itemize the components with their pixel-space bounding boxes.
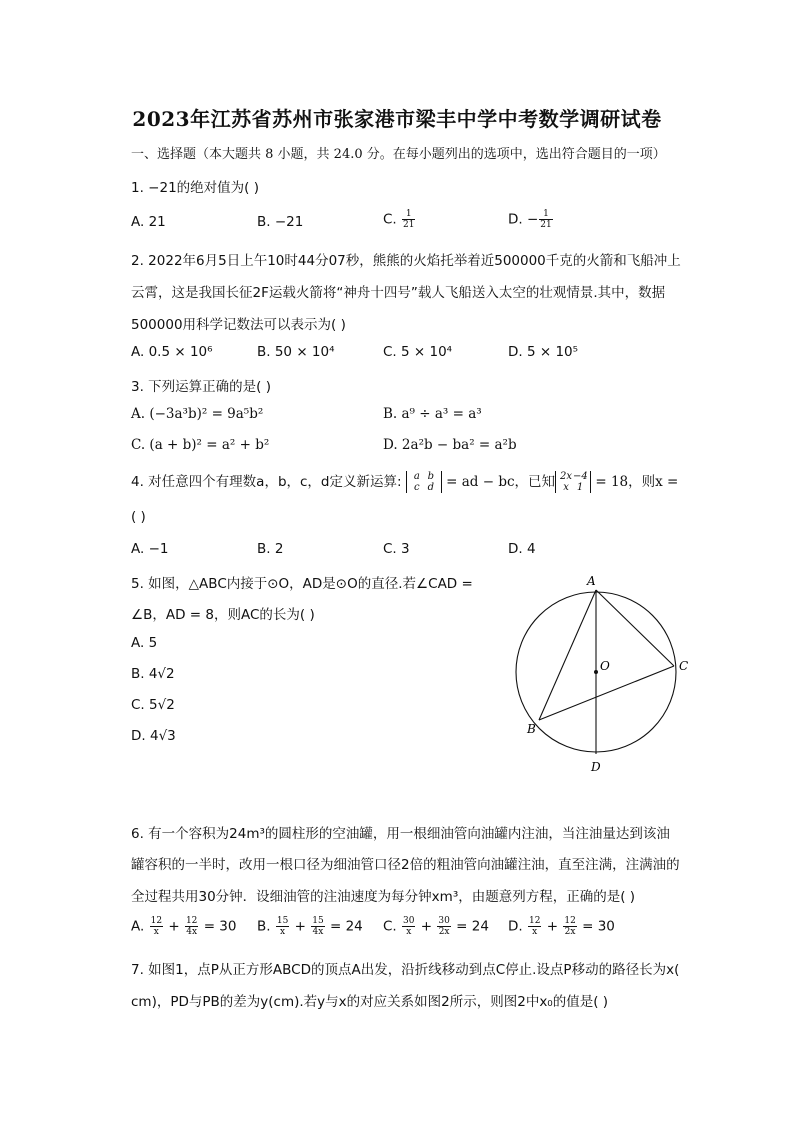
q4-determinant-definition: a b c d bbox=[406, 471, 442, 493]
q5-option-d: D. 4√3 bbox=[131, 728, 176, 744]
q1-option-b: B. −21 bbox=[257, 214, 304, 230]
question-5-line-1: 5. 如图，△ABC内接于⊙O，AD是⊙O的直径.若∠CAD = bbox=[131, 576, 473, 592]
center-point bbox=[594, 670, 598, 674]
page-title: 2023年江苏省苏州市张家港市梁丰中学中考数学调研试卷 bbox=[132, 107, 662, 131]
q4-option-a: A. −1 bbox=[131, 541, 169, 557]
section-heading: 一、选择题（本大题共 8 小题，共 24.0 分。在每小题列出的选项中，选出符合题目的一项） bbox=[131, 147, 666, 162]
label-d: D bbox=[591, 760, 601, 774]
q6-option-b: B. $\frac{15}{x}$ + $\frac{15}{4x}$ = 24 bbox=[257, 916, 363, 937]
q2-option-d: D. 5 × 10⁵ bbox=[508, 344, 579, 360]
question-6-line-1: 6. 有一个容积为24m³的圆柱形的空油罐，用一根细油管向油罐内注油，当注油量达到该油 bbox=[131, 826, 670, 842]
q5-option-a: A. 5 bbox=[131, 635, 158, 651]
q4-stem-part-2: = ad − bc，已知 bbox=[441, 474, 556, 490]
question-7-line-1: 7. 如图1，点P从正方形ABCD的顶点A出发，沿折线移动到点C停止.设点P移动的路径长为x( bbox=[131, 962, 680, 978]
q1-option-c-fraction: $\frac{1}{21}$ bbox=[403, 209, 415, 230]
q6-option-c: C. $\frac{30}{x}$ + $\frac{30}{2x}$ = 24 bbox=[383, 916, 489, 937]
q6-option-a: A. $\frac{12}{x}$ + $\frac{12}{4x}$ = 30 bbox=[131, 916, 237, 937]
q4-option-c: C. 3 bbox=[383, 541, 410, 557]
question-6-line-2: 罐容积的一半时，改用一根口径为细油管口径2倍的粗油管向油罐注油，直至注满，注满油的 bbox=[131, 857, 680, 873]
q1-option-c-prefix: C. bbox=[383, 211, 402, 228]
q3-option-c: C. (a + b)² = a² + b² bbox=[131, 437, 270, 453]
q2-option-b: B. 50 × 10⁴ bbox=[257, 344, 335, 360]
q5-option-b: B. 4√2 bbox=[131, 666, 175, 682]
question-6-line-3: 全过程共用30分钟．设细油管的注油速度为每分钟xm³，由题意列方程，正确的是( ) bbox=[131, 889, 636, 905]
question-7-line-2: cm)，PD与PB的差为y(cm).若y与x的对应关系如图2所示，则图2中x₀的值是( ) bbox=[131, 994, 609, 1010]
circle-triangle-figure bbox=[505, 574, 695, 774]
q6-option-d: D. $\frac{12}{x}$ + $\frac{12}{2x}$ = 30 bbox=[508, 916, 615, 937]
q4-option-d: D. 4 bbox=[508, 541, 536, 557]
label-o: O bbox=[600, 659, 610, 673]
q2-option-c: C. 5 × 10⁴ bbox=[383, 344, 453, 360]
question-2-line-2: 云霄，这是我国长征2F运载火箭将“神舟十四号”载人飞船送入太空的壮观情景.其中，数据 bbox=[131, 285, 666, 301]
q4-determinant-given: 2x−4 x 1 bbox=[555, 471, 591, 493]
question-1-stem: 1. −21的绝对值为( ) bbox=[131, 180, 259, 196]
q1-option-d-prefix: D. − bbox=[508, 211, 539, 228]
q4-stem-part-3: = 18，则x = bbox=[591, 474, 679, 490]
question-3-stem: 3. 下列运算正确的是( ) bbox=[131, 379, 271, 395]
q1-option-d bbox=[508, 209, 554, 230]
label-c: C bbox=[679, 659, 689, 673]
q4-option-b: B. 2 bbox=[257, 541, 284, 557]
q5-option-c: C. 5√2 bbox=[131, 697, 175, 713]
q4-stem-part-1: 4. 对任意四个有理数a，b，c，d定义新运算: bbox=[131, 474, 406, 490]
question-5-line-2: ∠B，AD = 8，则AC的长为( ) bbox=[131, 607, 315, 623]
question-4-stem bbox=[131, 470, 678, 493]
q1-option-d-fraction: $\frac{1}{21}$ bbox=[540, 209, 552, 230]
q2-option-a: A. 0.5 × 10⁶ bbox=[131, 344, 213, 360]
label-a: A bbox=[587, 574, 596, 588]
q3-option-b: B. a⁹ ÷ a³ = a³ bbox=[383, 406, 482, 422]
q1-option-a: A. 21 bbox=[131, 214, 166, 230]
q3-option-d: D. 2a²b − ba² = a²b bbox=[383, 437, 517, 453]
q1-option-c bbox=[383, 209, 416, 230]
label-b: B bbox=[527, 722, 536, 736]
q3-option-a: A. (−3a³b)² = 9a⁵b² bbox=[131, 406, 264, 422]
question-2-line-1: 2. 2022年6月5日上午10时44分07秒，熊熊的火焰托举着近500000千克的火箭和飞船冲上 bbox=[131, 253, 681, 269]
question-2-line-3: 500000用科学记数法可以表示为( ) bbox=[131, 317, 346, 333]
question-4-line-2: ( ) bbox=[131, 509, 146, 525]
